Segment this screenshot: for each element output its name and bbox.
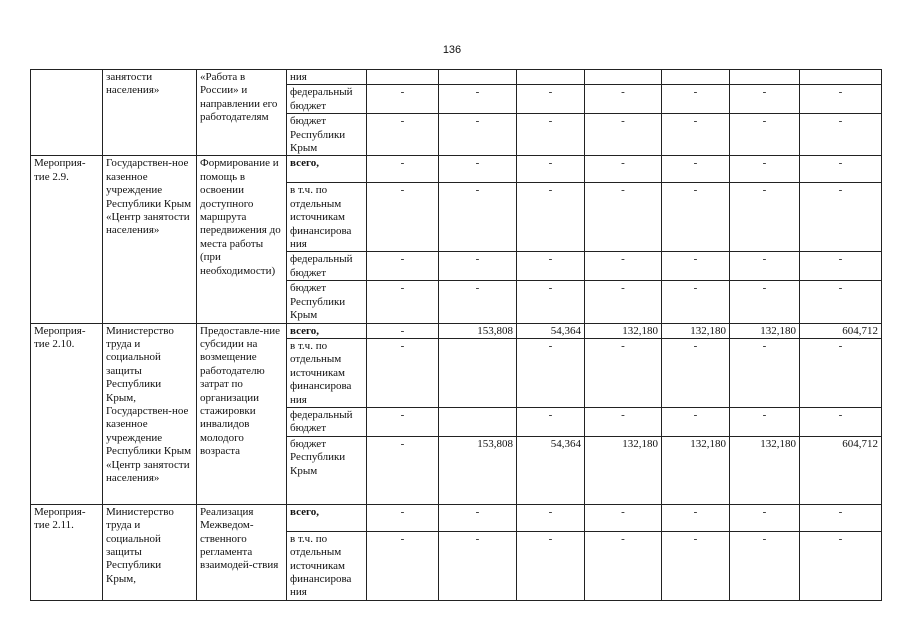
value-cell: - xyxy=(367,114,439,156)
activity-cell: Мероприя-тие 2.10. xyxy=(31,323,103,504)
table-row xyxy=(31,323,882,338)
value-cell: - xyxy=(367,85,439,114)
value-cell: - xyxy=(585,531,662,600)
value-cell: - xyxy=(367,504,439,531)
value-cell: - xyxy=(517,407,585,436)
value-cell: - xyxy=(439,252,517,281)
value-cell: - xyxy=(367,407,439,436)
value-cell xyxy=(439,338,517,407)
table-row xyxy=(31,504,882,531)
value-cell: - xyxy=(585,407,662,436)
value-cell: - xyxy=(517,531,585,600)
value-cell: - xyxy=(517,281,585,323)
value-cell xyxy=(367,70,439,85)
value-cell: - xyxy=(517,114,585,156)
value-cell: - xyxy=(800,407,882,436)
value-cell: - xyxy=(439,504,517,531)
funding-source-cell: в т.ч. по отдельным источникам финансирова ния xyxy=(287,183,367,252)
value-cell: - xyxy=(730,156,800,183)
funding-source-cell: федеральный бюджет xyxy=(287,407,367,436)
value-cell: - xyxy=(662,252,730,281)
budget-table xyxy=(30,69,882,601)
value-cell: - xyxy=(730,183,800,252)
funding-source-cell: всего, xyxy=(287,504,367,531)
page-number: 136 xyxy=(442,44,462,56)
funding-source-cell: бюджет Республики Крым xyxy=(287,114,367,156)
value-cell: 153,808 xyxy=(439,323,517,338)
value-cell: - xyxy=(800,531,882,600)
value-cell: - xyxy=(662,407,730,436)
value-cell: - xyxy=(367,183,439,252)
value-cell: - xyxy=(367,338,439,407)
value-cell: - xyxy=(730,85,800,114)
value-cell: - xyxy=(439,281,517,323)
value-cell: 132,180 xyxy=(585,323,662,338)
value-cell: - xyxy=(585,156,662,183)
funding-source-cell: в т.ч. по отдельным источникам финансирова ния xyxy=(287,531,367,600)
value-cell: - xyxy=(517,338,585,407)
funding-source-cell: всего, xyxy=(287,323,367,338)
content-cell: Предоставле-ние субсидии на возмещение работодателю затрат по организации стажировки инвалидов молодого возраста xyxy=(197,323,287,504)
value-cell: - xyxy=(662,85,730,114)
value-cell: - xyxy=(662,114,730,156)
value-cell: 132,180 xyxy=(662,323,730,338)
value-cell: 54,364 xyxy=(517,436,585,504)
value-cell: - xyxy=(800,281,882,323)
value-cell: - xyxy=(800,85,882,114)
value-cell: 153,808 xyxy=(439,436,517,504)
value-cell: - xyxy=(662,338,730,407)
value-cell: - xyxy=(730,114,800,156)
executor-cell: Государствен-ное казенное учреждение Республики Крым «Центр занятости населения» xyxy=(103,156,197,323)
value-cell xyxy=(439,407,517,436)
value-cell: - xyxy=(585,504,662,531)
value-cell: 132,180 xyxy=(585,436,662,504)
value-cell: - xyxy=(517,85,585,114)
value-cell xyxy=(662,70,730,85)
value-cell: - xyxy=(662,183,730,252)
funding-source-cell: федеральный бюджет xyxy=(287,85,367,114)
value-cell xyxy=(439,70,517,85)
value-cell: - xyxy=(439,114,517,156)
value-cell: - xyxy=(800,338,882,407)
value-cell xyxy=(800,70,882,85)
value-cell: 604,712 xyxy=(800,323,882,338)
activity-cell: Мероприя-тие 2.11. xyxy=(31,504,103,600)
value-cell: 132,180 xyxy=(662,436,730,504)
value-cell xyxy=(517,70,585,85)
value-cell: - xyxy=(730,504,800,531)
content-cell: «Работа в России» и направлении его работодателям xyxy=(197,70,287,156)
funding-source-cell: ния xyxy=(287,70,367,85)
value-cell: - xyxy=(662,156,730,183)
value-cell: - xyxy=(517,183,585,252)
value-cell: - xyxy=(367,156,439,183)
content-cell: Формирование и помощь в освоении доступного маршрута передвижения до места работы (при необходимости) xyxy=(197,156,287,323)
funding-source-cell: бюджет Республики Крым xyxy=(287,436,367,504)
funding-source-cell: федеральный бюджет xyxy=(287,252,367,281)
value-cell: - xyxy=(800,252,882,281)
value-cell: - xyxy=(585,338,662,407)
value-cell: - xyxy=(439,183,517,252)
value-cell: - xyxy=(439,531,517,600)
value-cell: - xyxy=(585,114,662,156)
table-body xyxy=(31,70,882,601)
funding-source-cell: в т.ч. по отдельным источникам финансирова ния xyxy=(287,338,367,407)
value-cell: 132,180 xyxy=(730,436,800,504)
value-cell: - xyxy=(800,114,882,156)
value-cell: - xyxy=(367,323,439,338)
value-cell: - xyxy=(367,252,439,281)
value-cell: - xyxy=(730,252,800,281)
value-cell: - xyxy=(367,281,439,323)
value-cell: 132,180 xyxy=(730,323,800,338)
value-cell: - xyxy=(367,531,439,600)
value-cell: - xyxy=(439,156,517,183)
value-cell: - xyxy=(730,338,800,407)
funding-source-cell: всего, xyxy=(287,156,367,183)
activity-cell xyxy=(31,70,103,156)
funding-source-cell: бюджет Республики Крым xyxy=(287,281,367,323)
executor-cell: Министерство труда и социальной защиты Республики Крым, Государствен-ное казенное учреждение Республики Крым «Центр занятости населения» xyxy=(103,323,197,504)
value-cell: - xyxy=(367,436,439,504)
value-cell: - xyxy=(800,504,882,531)
value-cell xyxy=(730,70,800,85)
value-cell: - xyxy=(730,531,800,600)
table-row xyxy=(31,70,882,85)
value-cell: - xyxy=(517,252,585,281)
value-cell: - xyxy=(800,156,882,183)
value-cell: - xyxy=(517,504,585,531)
content-cell: Реализация Межведом-ственного регламента взаимодей-ствия xyxy=(197,504,287,600)
value-cell xyxy=(585,70,662,85)
value-cell: - xyxy=(800,183,882,252)
value-cell: - xyxy=(585,281,662,323)
value-cell: - xyxy=(730,407,800,436)
value-cell: 54,364 xyxy=(517,323,585,338)
value-cell: - xyxy=(585,183,662,252)
activity-cell: Мероприя-тие 2.9. xyxy=(31,156,103,323)
executor-cell: занятости населения» xyxy=(103,70,197,156)
value-cell: - xyxy=(585,85,662,114)
value-cell: - xyxy=(662,281,730,323)
value-cell: 604,712 xyxy=(800,436,882,504)
value-cell: - xyxy=(517,156,585,183)
value-cell: - xyxy=(439,85,517,114)
value-cell: - xyxy=(662,504,730,531)
value-cell: - xyxy=(585,252,662,281)
executor-cell: Министерство труда и социальной защиты Республики Крым, xyxy=(103,504,197,600)
value-cell: - xyxy=(662,531,730,600)
table-row xyxy=(31,156,882,183)
value-cell: - xyxy=(730,281,800,323)
